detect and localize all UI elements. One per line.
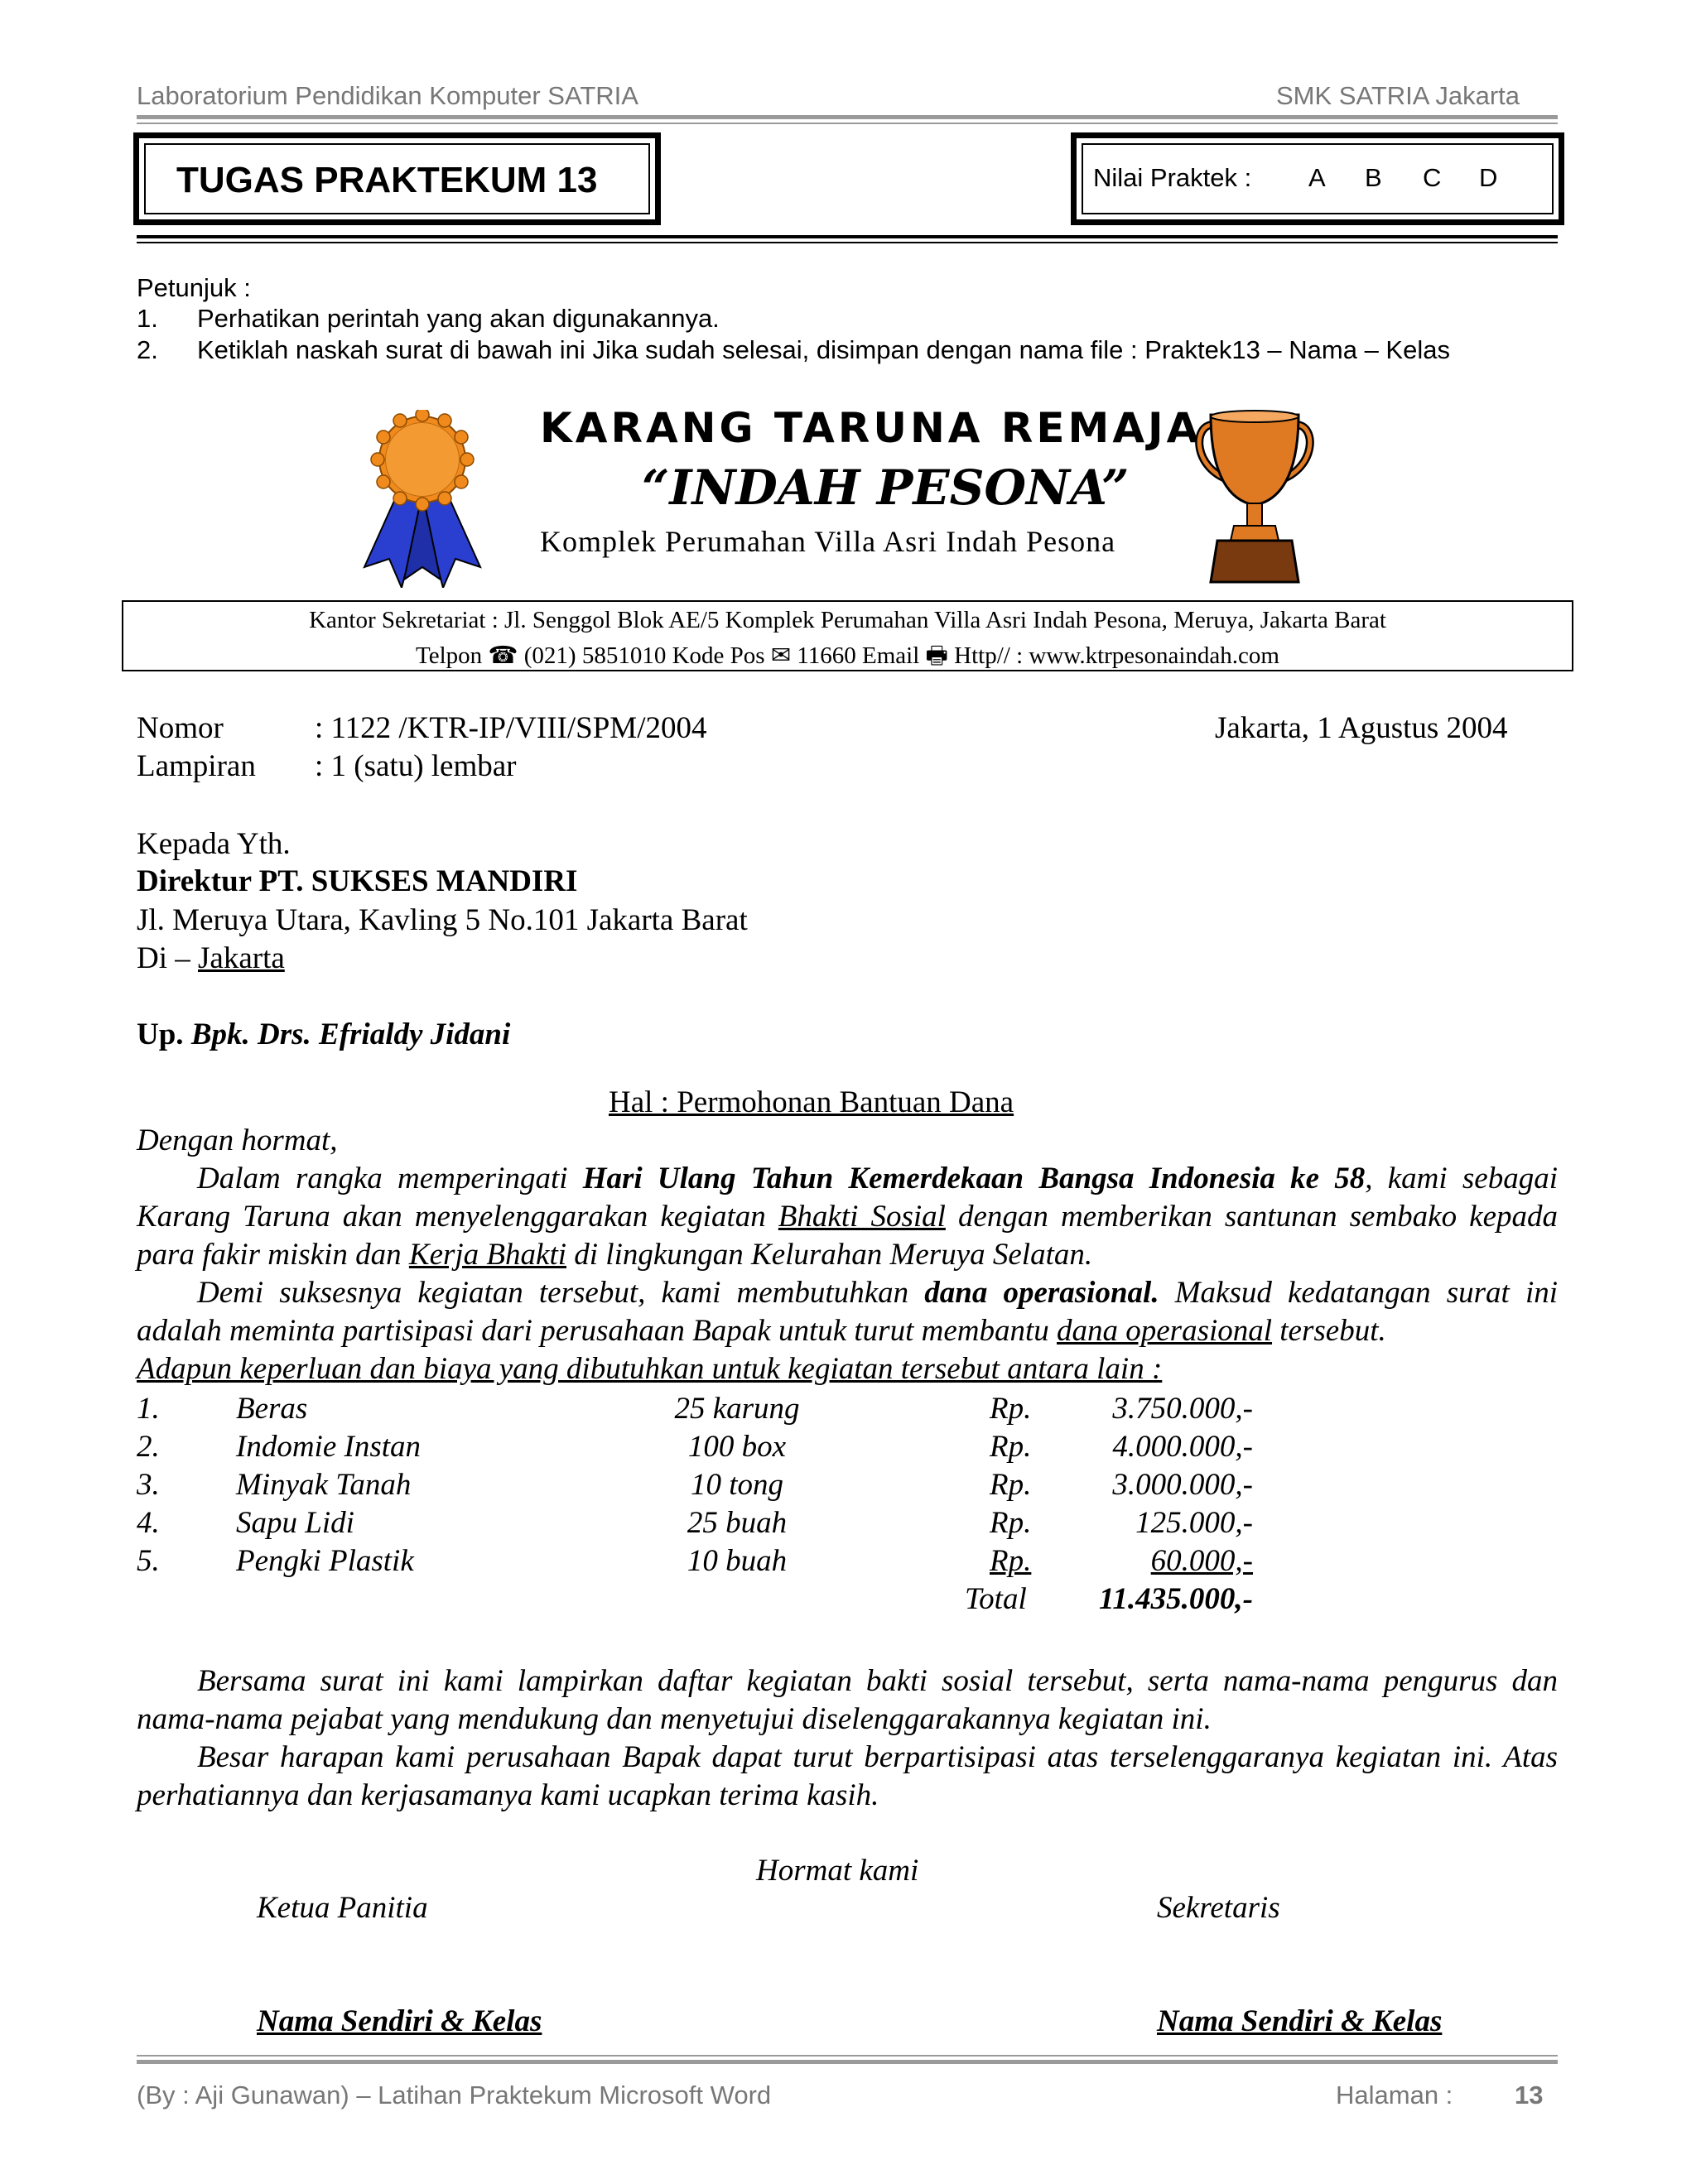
letter-body-top	[137, 1122, 1558, 1388]
org-name: KARANG TARUNA REMAJA	[540, 404, 1202, 452]
recipient-di-prefix: Di –	[137, 941, 198, 975]
p1-text-f: Kerja Bhakti	[408, 1238, 567, 1272]
header-right-text: SMK SATRIA Jakarta	[1276, 81, 1520, 110]
item-name: Pengki Plastik	[236, 1544, 414, 1578]
item-amount: 125.000,-	[1135, 1506, 1253, 1540]
nomor-label: Nomor	[137, 711, 224, 745]
assignment-title-box	[133, 132, 661, 225]
footer-left-text: (By : Aji Gunawan) – Latihan Praktekum Microsoft Word	[137, 2081, 772, 2109]
item-name: Sapu Lidi	[236, 1506, 354, 1540]
p1-text-g: di lingkungan Kelurahan Meruya Selatan.	[566, 1238, 1093, 1272]
item-number: 2.	[137, 1430, 160, 1464]
sign-right-role: Sekretaris	[1157, 1891, 1280, 1925]
sign-left-name: Nama Sendiri & Kelas	[257, 2004, 542, 2038]
grade-option-b: B	[1365, 163, 1382, 192]
item-quantity: 10 buah	[687, 1544, 788, 1578]
grade-box	[1071, 132, 1564, 225]
trophy-icon	[1192, 410, 1317, 585]
instruction-text-1: Perhatikan perintah yang akan digunakannya.	[197, 304, 720, 333]
grade-option-a: A	[1308, 163, 1326, 192]
item-quantity: 100 box	[687, 1430, 787, 1464]
instruction-number-1: 1.	[137, 304, 158, 333]
paragraph-2	[137, 1274, 1558, 1350]
nomor-value: : 1122 /KTR-IP/VIII/SPM/2004	[315, 711, 707, 745]
footer-page-label: Halaman :	[1336, 2081, 1453, 2109]
org-subtitle: “INDAH PESONA”	[642, 459, 1130, 516]
header-left-text: Laboratorium Pendidikan Komputer SATRIA	[137, 81, 638, 110]
instructions-heading: Petunjuk :	[137, 273, 251, 302]
sign-right-name: Nama Sendiri & Kelas	[1157, 2004, 1443, 2038]
footer-rule	[137, 2060, 1558, 2064]
p1-text-e: dengan memberikan santunan sembako kepada para fakir miskin dan	[137, 1200, 1559, 1272]
recipient-greeting: Kepada Yth.	[137, 827, 291, 861]
attention-prefix: Up.	[137, 1017, 184, 1051]
instruction-text-2: Ketiklah naskah surat di bawah ini Jika sudah selesai, disimpan dengan nama file : Praktek13 – Nama – Kelas	[197, 335, 1450, 364]
letter-body-bottom	[137, 1662, 1558, 1815]
footer-rule-thin	[137, 2055, 1558, 2057]
salutation: Dengan hormat,	[137, 1123, 338, 1157]
grade-label: Nilai Praktek :	[1093, 163, 1252, 192]
paragraph-4: Besar harapan kami perusahaan Bapak dapat turut berpartisipasi atas terselenggaranya kegiatan ini. Atas perhatiannya dan kerjasamanya kami ucapkan terima kasih.	[137, 1740, 1558, 1812]
item-number: 3.	[137, 1468, 160, 1502]
grade-option-c: C	[1423, 163, 1442, 192]
header-rule	[137, 115, 1558, 119]
item-name: Minyak Tanah	[236, 1468, 412, 1502]
p2-text-e: tersebut.	[1272, 1314, 1386, 1348]
item-currency: Rp.	[990, 1544, 1032, 1578]
instruction-number-2: 2.	[137, 335, 158, 364]
assignment-title: TUGAS PRAKTEKUM 13	[176, 160, 598, 200]
grade-option-d: D	[1479, 163, 1498, 192]
recipient-city: Jakarta	[198, 941, 285, 975]
ribbon-medal-icon	[356, 410, 489, 588]
item-number: 4.	[137, 1506, 160, 1540]
item-amount: 4.000.000,-	[1112, 1430, 1253, 1464]
list-intro: Adapun keperluan dan biaya yang dibutuhkan untuk kegiatan tersebut antara lain :	[137, 1352, 1163, 1386]
paragraph-3: Bersama surat ini kami lampirkan daftar kegiatan bakti sosial tersebut, serta nama-nama pengurus dan nama-nama pejabat yang mendukung dan menyetujui diselenggarakannya kegiatan ini.	[137, 1664, 1558, 1736]
item-amount: 3.000.000,-	[1112, 1468, 1253, 1502]
office-line-1: Kantor Sekretariat : Jl. Senggol Blok AE/5 Komplek Perumahan Villa Asri Indah Pesona, Meruya, Jakarta Barat	[309, 607, 1386, 633]
item-currency: Rp.	[990, 1430, 1032, 1464]
office-address-box	[122, 600, 1573, 671]
p1-text-b: Hari Ulang Tahun Kemerdekaan Bangsa Indonesia ke 58	[582, 1162, 1366, 1195]
p2-text-b: dana operasional.	[924, 1276, 1159, 1310]
lampiran-value: : 1 (satu) lembar	[315, 749, 517, 783]
item-currency: Rp.	[990, 1506, 1032, 1540]
title-rule-thin	[137, 242, 1558, 243]
item-name: Beras	[236, 1392, 308, 1426]
item-name: Indomie Instan	[236, 1430, 421, 1464]
p2-text-d: dana operasional	[1057, 1314, 1273, 1348]
attention-line	[137, 1017, 510, 1052]
closing-text: Hormat kami	[756, 1854, 919, 1888]
item-amount: 3.750.000,-	[1112, 1392, 1253, 1426]
p1-text-d: Bhakti Sosial	[778, 1200, 946, 1234]
attention-name: Bpk. Drs. Efrialdy Jidani	[190, 1017, 511, 1051]
sign-left-role: Ketua Panitia	[257, 1891, 428, 1925]
item-currency: Rp.	[990, 1468, 1032, 1502]
item-number: 1.	[137, 1392, 160, 1426]
item-quantity: 25 karung	[674, 1392, 800, 1426]
item-quantity: 10 tong	[690, 1468, 784, 1502]
lampiran-label: Lampiran	[137, 749, 256, 783]
p1-text-a: Dalam rangka memperingati	[197, 1162, 583, 1195]
total-label: Total	[965, 1582, 1027, 1616]
p2-text-c: Maksud kedatangan surat ini adalah meminta partisipasi dari perusahaan Bapak untuk turut membantu	[137, 1276, 1559, 1348]
item-currency: Rp.	[990, 1392, 1032, 1426]
total-value: 11.435.000,-	[1098, 1582, 1253, 1616]
p2-text-a: Demi suksesnya kegiatan tersebut, kami membutuhkan	[197, 1276, 925, 1310]
item-amount: 60.000,-	[1150, 1544, 1253, 1578]
recipient-name: Direktur PT. SUKSES MANDIRI	[137, 864, 578, 898]
p1-text-c: , kami sebagai Karang Taruna akan menyelenggarakan kegiatan	[137, 1162, 1558, 1234]
header-rule-thin	[137, 123, 1558, 124]
office-line-2: Telpon ☎ (021) 5851010 Kode Pos ✉ 11660 Email 🖶 Http// : www.ktrpesonaindah.com	[416, 642, 1279, 669]
org-address: Komplek Perumahan Villa Asri Indah Pesona	[540, 525, 1116, 558]
paragraph-1	[137, 1160, 1558, 1274]
recipient-address: Jl. Meruya Utara, Kavling 5 No.101 Jakarta Barat	[137, 903, 748, 937]
item-quantity: 25 buah	[687, 1506, 788, 1540]
title-rule	[137, 235, 1558, 238]
recipient-city-line	[137, 940, 285, 976]
letter-subject: Hal : Permohonan Bantuan Dana	[609, 1085, 1014, 1119]
footer-page-number: 13	[1515, 2081, 1544, 2109]
item-number: 5.	[137, 1544, 160, 1578]
letter-date: Jakarta, 1 Agustus 2004	[1215, 711, 1508, 745]
